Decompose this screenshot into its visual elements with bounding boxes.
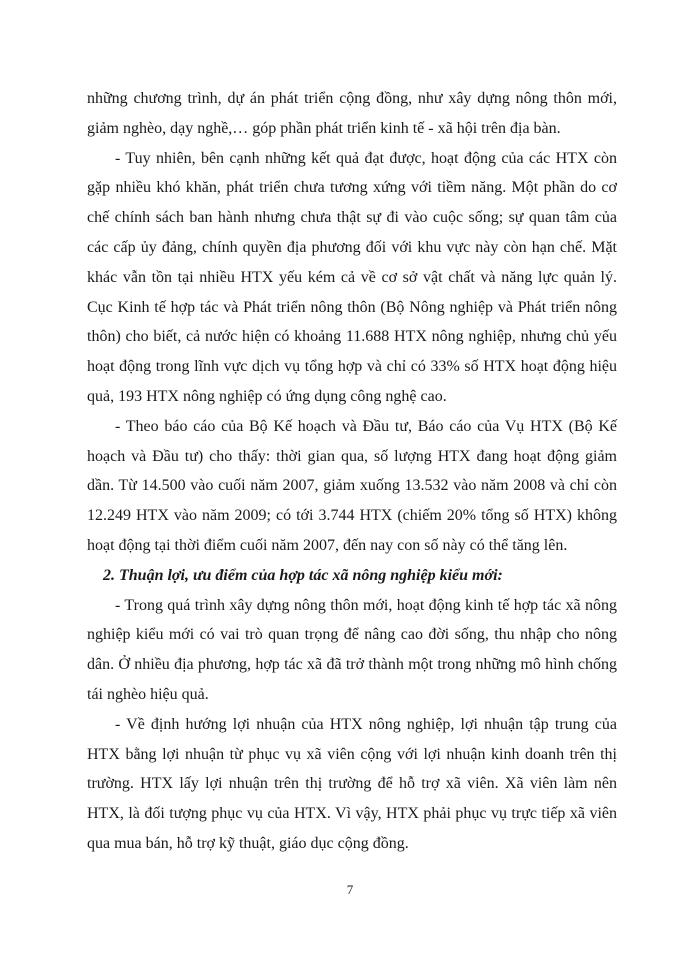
paragraph-profit-orientation: - Về định hướng lợi nhuận của HTX nông nghiệp, lợi nhuận tập trung của HTX bằng lợi nhuận từ phục vụ xã viên cộng với lợi nhuận kinh doanh trên thị trường. HTX lấy lợi nhuận trên thị trường để hỗ trợ xã viên. Xã viên làm nên HTX, là đối tượng phục vụ của HTX. Vì vậy, HTX phải phục vụ trực tiếp xã viên qua mua bán, hỗ trợ kỹ thuật, giáo dục cộng đồng. (87, 715, 617, 852)
document-body (87, 84, 617, 859)
paragraph-intro-continuation: những chương trình, dự án phát triển cộng đồng, như xây dựng nông thôn mới, giảm nghèo, dạy nghề,… góp phần phát triển kinh tế - xã hội trên địa bàn. (87, 90, 617, 137)
paragraph-statistics: - Theo báo cáo của Bộ Kế hoạch và Đầu tư, Báo cáo của Vụ HTX (Bộ Kế hoạch và Đầu tư) cho thấy: thời gian qua, số lượng HTX đang hoạt động giảm dần. Từ 14.500 vào cuối năm 2007, giảm xuống 13.532 vào năm 2008 và chỉ còn 12.249 HTX vào năm 2009; có tới 3.744 HTX (chiếm 20% tổng số HTX) không hoạt động tại thời điểm cuối năm 2007, đến nay con số này có thể tăng lên. (87, 417, 617, 554)
paragraph-difficulties: - Tuy nhiên, bên cạnh những kết quả đạt được, hoạt động của các HTX còn gặp nhiều khó khăn, phát triển chưa tương xứng với tiềm năng. Một phần do cơ chế chính sách ban hành nhưng chưa thật sự đi vào cuộc sống; sự quan tâm của các cấp ủy đảng, chính quyền địa phương đối với khu vực này còn hạn chế. Mặt khác vẫn tồn tại nhiều HTX yếu kém cả về cơ sở vật chất và năng lực quản lý. Cục Kinh tế hợp tác và Phát triển nông thôn (Bộ Nông nghiệp và Phát triển nông thôn) cho biết, cả nước hiện có khoảng 11.688 HTX nông nghiệp, nhưng chủ yếu hoạt động trong lĩnh vực dịch vụ tổng hợp và chỉ có 33% số HTX hoạt động hiệu quả, 193 HTX nông nghiệp có ứng dụng công nghệ cao. (87, 149, 617, 405)
page-number: 7 (346, 882, 354, 897)
section-heading: 2. Thuận lợi, ưu điểm của hợp tác xã nông nghiệp kiểu mới: (103, 566, 503, 584)
paragraph-advantages: - Trong quá trình xây dựng nông thôn mới, hoạt động kinh tế hợp tác xã nông nghiệp kiểu mới có vai trò quan trọng để nâng cao đời sống, thu nhập cho nông dân. Ở nhiều địa phương, hợp tác xã đã trở thành một trong những mô hình chống tái nghèo hiệu quả. (87, 596, 617, 703)
